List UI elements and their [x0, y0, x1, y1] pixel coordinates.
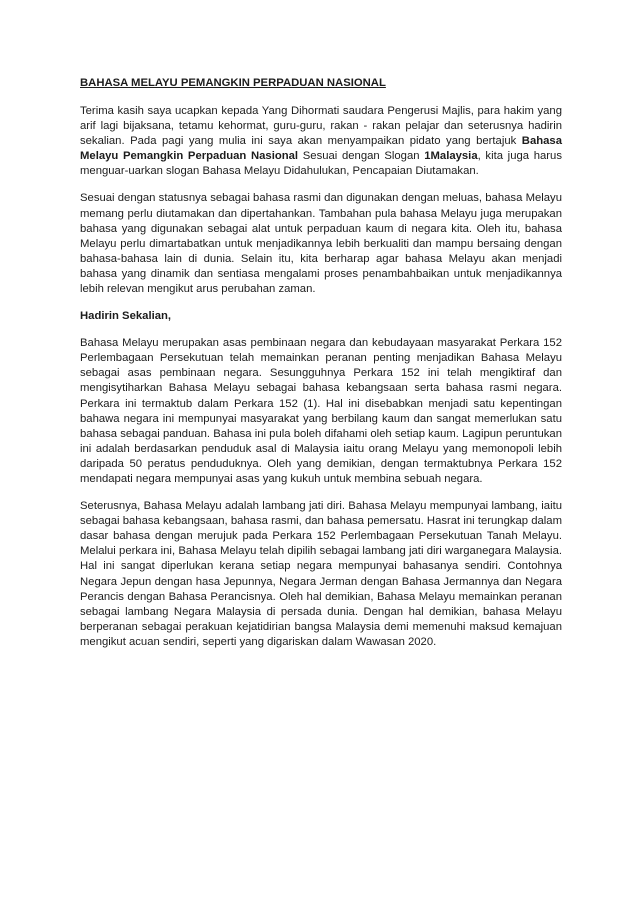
intro-paragraph	[80, 104, 562, 179]
paragraph-jati-diri: Seterusnya, Bahasa Melayu adalah lambang jati diri. Bahasa Melayu mempunyai lambang, iaitu sebagai bahasa kebangsaan, bahasa rasmi, dan bahasa pemersatu. Hasrat ini terungkap dalam dasar bahasa dengan merujuk pada Perkara 152 Perlembagaan Persekutuan Tanah Melayu. Melalui perkara ini, Bahasa Melayu telah dipilih sebagai lambang jati diri warganegara Malaysia. Hal ini sangat diperlukan kerana setiap negara mempunyai bahasanya sendiri. Contohnya Negara Jepun dengan hasa Jepunnya, Negara Jerman dengan Bahasa Jermannya dan Negara Perancis dengan Bahasa Perancisnya. Oleh hal demikian, Bahasa Melayu memainkan peranan sebagai lambang Negara Malaysia di persada dunia. Dengan hal demikian, bahasa Melayu berperanan sebagai perakuan kejatidirian bangsa Malaysia demi memenuhi maksud kemajuan mengikut acuan sendiri, seperti yang digariskan dalam Wawasan 2020.	[80, 500, 562, 648]
slogan-bold: 1Malaysia	[424, 150, 478, 163]
intro-text-2: Sesuai dengan Slogan	[298, 150, 425, 163]
intro-text-1: Terima kasih saya ucapkan kepada Yang Dihormati saudara Pengerusi Majlis, para hakim yang arif lagi bijaksana, tetamu kehormat, guru-guru, rakan - rakan pelajar dan seterusnya hadirin sekalian. Pada pagi yang mulia ini saya akan menyampaikan pidato yang bertajuk	[80, 105, 562, 148]
document-page	[80, 76, 562, 662]
document-title: BAHASA MELAYU PEMANGKIN PERPADUAN NASIONAL	[80, 77, 386, 89]
intro-text-3: , kita juga harus menguar-uarkan slogan Bahasa Melayu Didahulukan, Pencapaian Diutamakan.	[80, 150, 562, 178]
paragraph-status: Sesuai dengan statusnya sebagai bahasa rasmi dan digunakan dengan meluas, bahasa Melayu memang perlu diutamakan dan dipertahankan. Tambahan pula bahasa Melayu juga merupakan bahasa yang digunakan sebagai alat untuk perpaduan kaum di negara kita. Oleh itu, bahasa Melayu perlu dimartabatkan untuk menjadikannya lebih berkualiti dan mampu bersaing dengan bahasa-bahasa lain di dunia. Selain itu, kita berharap agar bahasa Melayu akan menjadi bahasa yang dinamik dan sentiasa mengalami proses penambahbaikan untuk menjadikannya lebih relevan mengikut arus perubahan zaman.	[80, 192, 562, 296]
speech-title-bold: Bahasa Melayu Pemangkin Perpaduan Nasional	[80, 135, 562, 163]
section-heading: Hadirin Sekalian,	[80, 310, 172, 323]
paragraph-perkara-152: Bahasa Melayu merupakan asas pembinaan negara dan kebudayaan masyarakat Perkara 152 Perlembagaan Persekutuan telah memainkan peranan penting menjadikan Bahasa Melayu sebagai asas pembinaan negara. Sesungguhnya Perkara 152 ini telah mengiktiraf dan mengisytiharkan Bahasa Melayu sebagai bahasa kebangsaan serta bahasa rasmi negara. Perkara ini termaktub dalam Perkara 152 (1). Hal ini disebabkan menjadi satu kepentingan bahawa negara ini mempunyai masyarakat yang berbilang kaum dan sangat memerlukan satu bahasa sebagai panduan. Bahasa ini pula boleh difahami oleh setiap kaum. Lagipun peruntukan ini adalah berdasarkan penduduk asal di Malaysia iaitu orang Melayu yang memonopoli lebih daripada 50 peratus penduduknya. Oleh yang demikian, dengan termaktubnya Perkara 152 mendapati negara mempunyai asas yang kukuh untuk membina sebuah negara.	[80, 337, 562, 485]
